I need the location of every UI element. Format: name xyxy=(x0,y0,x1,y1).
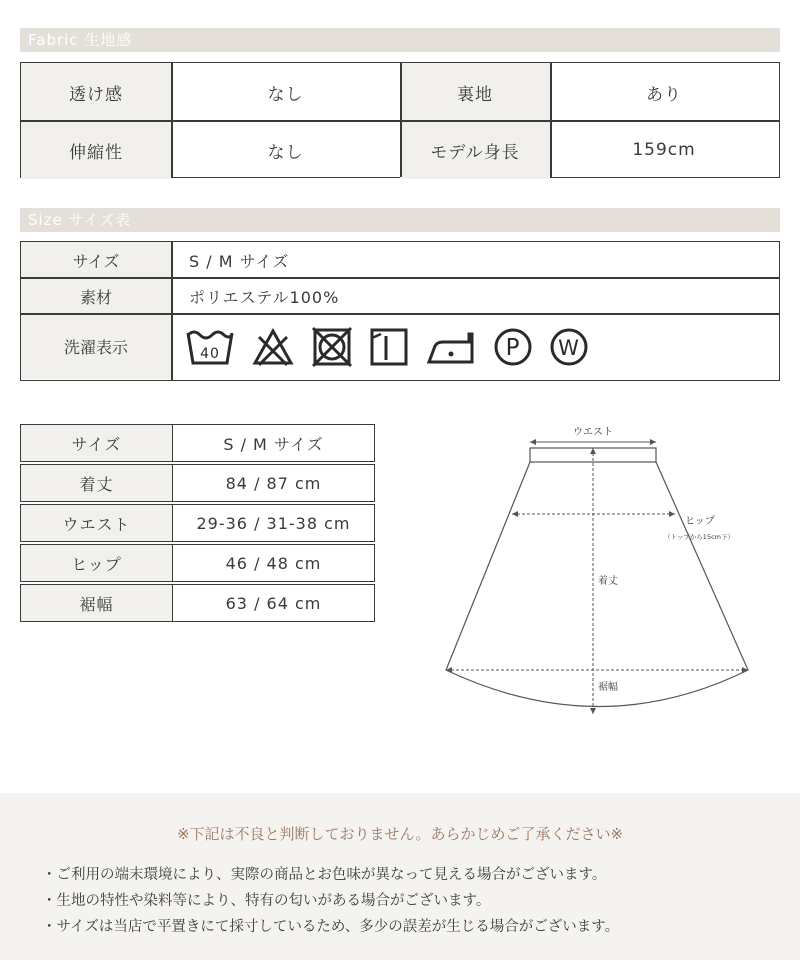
spec-value-size: S / M サイズ xyxy=(189,251,290,271)
line-dry-icon xyxy=(369,326,409,368)
notice-line: ・生地の特性や染料等により、特有の匂いがある場合がございます。 xyxy=(42,893,491,909)
spec-row-size xyxy=(21,242,779,278)
table-row xyxy=(20,584,375,622)
divider xyxy=(21,277,779,279)
hip-label: ヒップ xyxy=(685,516,715,527)
measure-value: 63 / 64 cm xyxy=(172,584,375,622)
wash-temperature: 40 xyxy=(200,345,220,362)
wet-clean-w-icon xyxy=(549,327,589,367)
measure-label: ウエスト xyxy=(20,504,172,542)
notice-title: ※下記は不良と判断しておりません。あらかじめご了承ください※ xyxy=(176,825,624,843)
hip-note: （トップから15cm下） xyxy=(664,533,734,541)
notice-line: ・ご利用の端末環境により、実際の商品とお色味が異なって見える場合がございます。 xyxy=(42,867,607,883)
low-iron-icon xyxy=(425,328,477,366)
dry-clean-p-icon xyxy=(493,327,533,367)
spec-row-material xyxy=(21,278,779,314)
fabric-value-model-height: 159cm xyxy=(632,140,696,160)
size-section-header: Size サイズ表 xyxy=(20,208,780,232)
skirt-measurement-diagram xyxy=(430,418,780,723)
fabric-value-stretch: なし xyxy=(267,142,304,163)
wet-clean-letter: W xyxy=(558,335,580,360)
hem-label: 裾幅 xyxy=(598,682,618,693)
fabric-label-stretch: 伸縮性 xyxy=(21,121,171,179)
divider xyxy=(21,313,779,315)
measure-value: 46 / 48 cm xyxy=(172,544,375,582)
no-tumble-dry-icon xyxy=(311,326,353,368)
size-spec-table xyxy=(20,241,780,381)
measure-label: 着丈 xyxy=(20,464,172,502)
dry-clean-letter: P xyxy=(505,334,521,361)
waist-label: ウエスト xyxy=(573,427,613,438)
fabric-table xyxy=(20,62,780,178)
fabric-label-sheer: 透け感 xyxy=(21,63,171,121)
measure-label: ヒップ xyxy=(20,544,172,582)
spec-label-size: サイズ xyxy=(21,242,171,278)
notice-box xyxy=(0,793,800,960)
fabric-label-lining: 裏地 xyxy=(400,63,550,121)
no-bleach-icon xyxy=(251,327,295,367)
spec-row-care xyxy=(21,314,779,379)
fabric-label-model-height: モデル身長 xyxy=(400,121,550,179)
fabric-section-header: Fabric 生地感 xyxy=(20,28,780,52)
wash-40-icon xyxy=(185,325,235,369)
table-row xyxy=(20,544,375,582)
measure-value: 84 / 87 cm xyxy=(172,464,375,502)
spec-label-care: 洗濯表示 xyxy=(21,314,171,379)
care-icons xyxy=(171,325,589,369)
length-label: 着丈 xyxy=(598,576,618,587)
care-icons-cell xyxy=(171,314,779,379)
fabric-value-lining: あり xyxy=(646,84,682,105)
notice-line: ・サイズは当店で平置きにて採寸しているため、多少の誤差が生じる場合がございます。 xyxy=(42,919,620,935)
measure-value: 29-36 / 31-38 cm xyxy=(172,504,375,542)
divider xyxy=(171,242,173,380)
measure-value: S / M サイズ xyxy=(172,424,375,462)
fabric-value-sheer: なし xyxy=(267,84,304,105)
measure-label: 裾幅 xyxy=(20,584,172,622)
spec-value-material: ポリエステル100% xyxy=(189,287,340,307)
spec-label-material: 素材 xyxy=(21,278,171,314)
table-row xyxy=(20,424,375,462)
table-row xyxy=(20,504,375,542)
table-row xyxy=(20,464,375,502)
divider xyxy=(21,120,779,122)
measure-label: サイズ xyxy=(20,424,172,462)
